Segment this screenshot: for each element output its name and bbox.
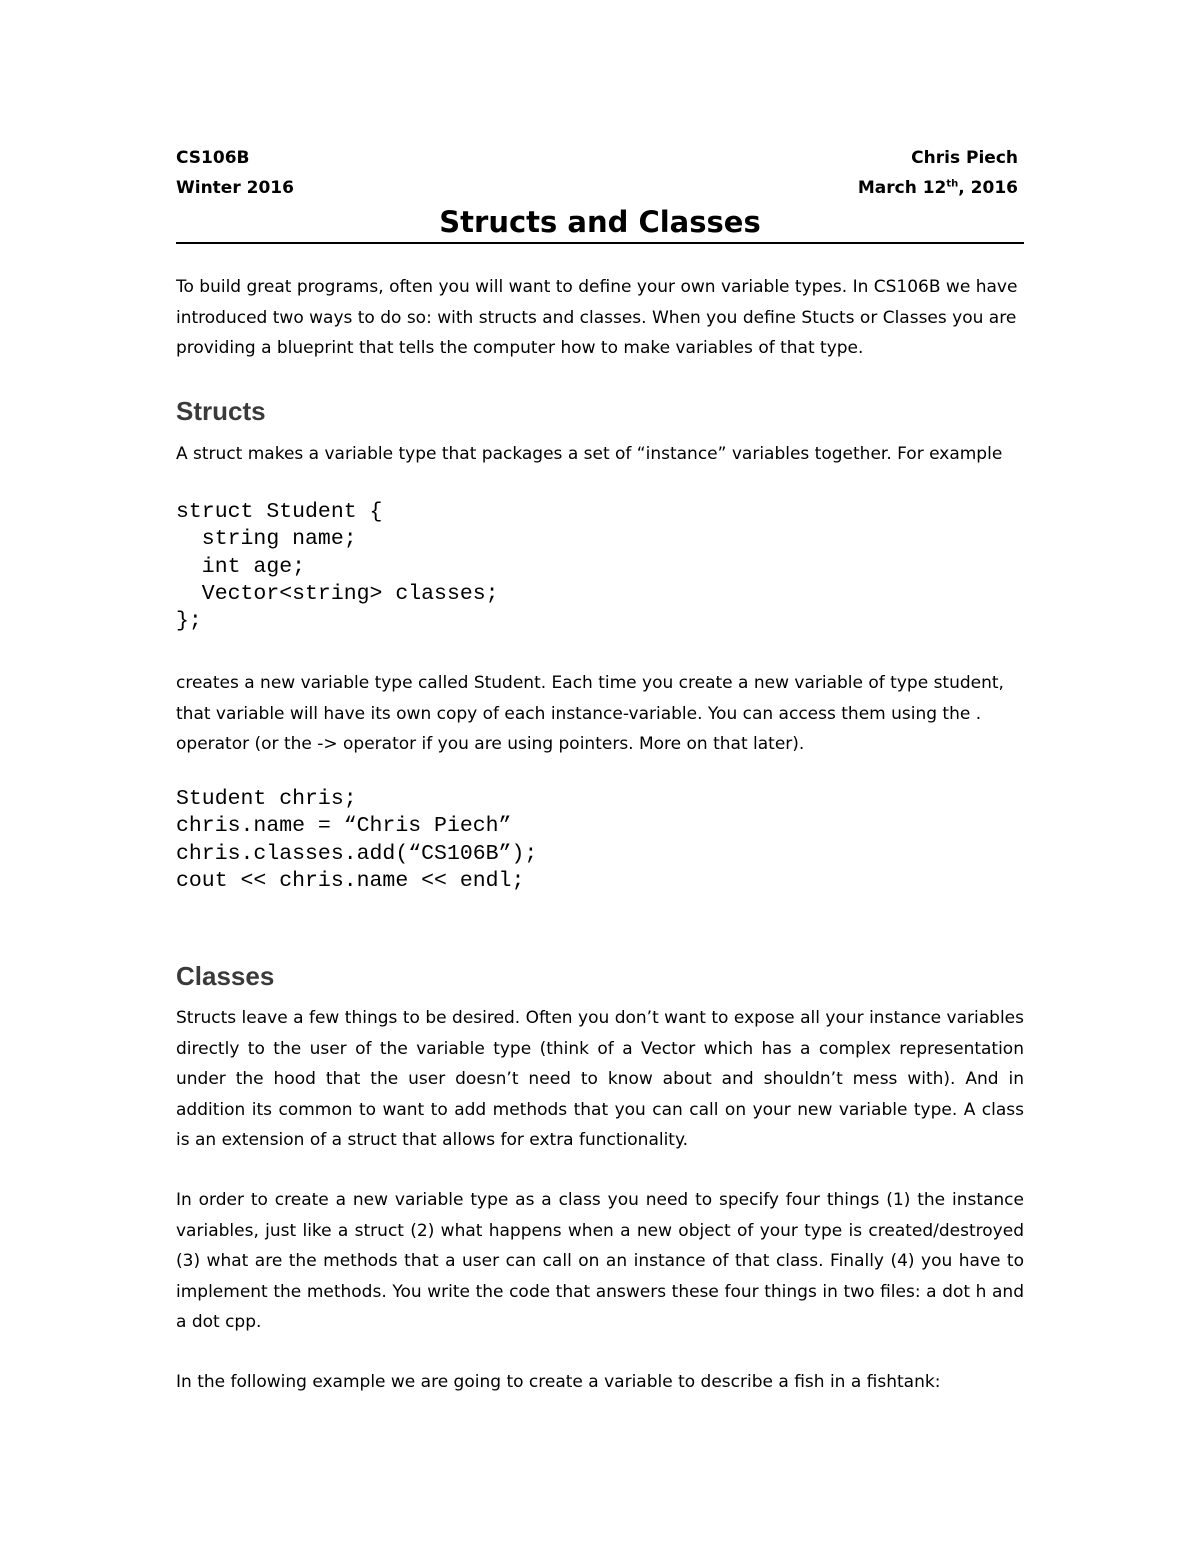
title-divider — [176, 242, 1024, 244]
classes-heading: Classes — [176, 961, 275, 991]
date-suffix: , 2016 — [958, 178, 1018, 198]
classes-paragraph-2: In order to create a new variable type as a class you need to specify four things (1) the instance variables, just like a struct (2) what happens when a new object of your type is created/destroyed (3) what are the methods that a user can call on an instance of that class. Finally (4) you have to implement the methods. You write the code that answers these four things in two files: a dot h and a dot cpp. — [176, 1190, 1024, 1332]
date-superscript: th — [946, 178, 959, 190]
structs-heading: Structs — [176, 396, 266, 426]
term: Winter 2016 — [176, 178, 294, 198]
document-page — [176, 0, 1024, 1553]
date — [858, 178, 1018, 198]
author-name: Chris Piech — [911, 148, 1018, 168]
date-prefix: March 12 — [857, 178, 947, 198]
document-title: Structs and Classes — [439, 205, 761, 239]
course-name: CS106B — [176, 148, 250, 168]
classes-paragraph-1: Structs leave a few things to be desired. Often you don’t want to expose all your instance variables directly to the user of the variable type (think of a Vector which has a complex representation under the hood that the user doesn’t need to know about and shouldn’t mess with). And in addition its common to want to add methods that you can call on your new variable type. A class is an extension of a struct that allows for extra functionality. — [176, 1008, 1024, 1150]
intro-paragraph: To build great programs, often you will want to define your own variable types. In CS106B we have introduced two ways to do so: with structs and classes. When you define Stucts or Classes you are providing a blueprint that tells the computer how to make variables of that type. — [176, 277, 1018, 358]
classes-paragraph-3: In the following example we are going to create a variable to describe a fish in a fishtank: — [176, 1372, 941, 1392]
struct-definition-code: struct Student { string name; int age; Vector<string> classes; }; — [176, 500, 499, 634]
structs-description: A struct makes a variable type that packages a set of “instance” variables together. For example — [176, 444, 1003, 464]
structs-explanation: creates a new variable type called Student. Each time you create a new variable of type student, that variable will have its own copy of each instance-variable. You can access them using the . operator (or the -> operator if you are using pointers. More on that later). — [176, 673, 1004, 754]
struct-usage-code: Student chris; chris.name = “Chris Piech” chris.classes.add(“CS106B”); cout << chris.name << endl; — [176, 787, 538, 893]
